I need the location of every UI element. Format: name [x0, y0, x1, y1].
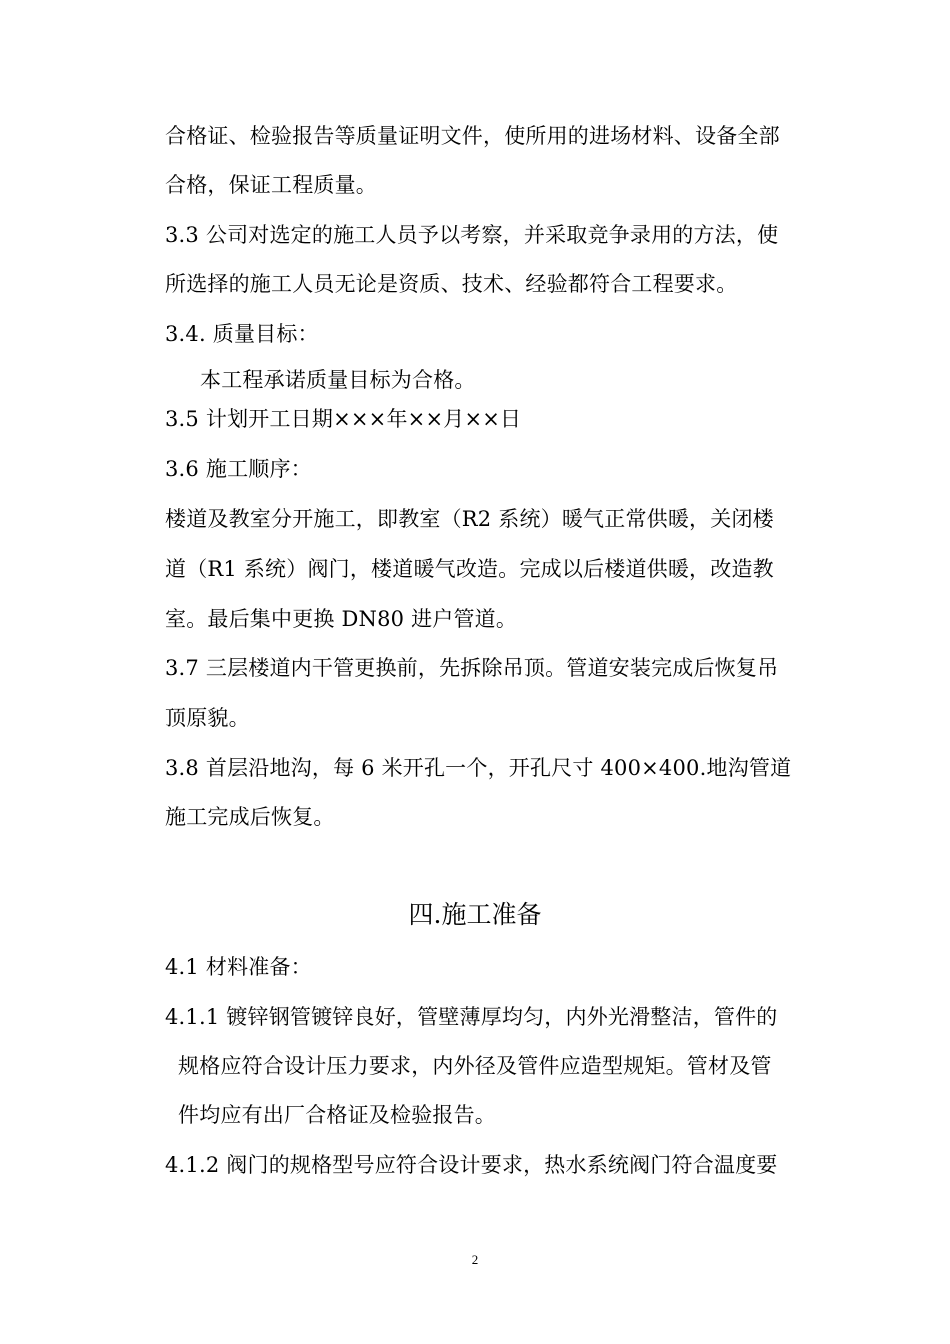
text-line: 所选择的施工人员无论是资质、技术、经验都符合工程要求。 [165, 272, 738, 296]
text-line: 4.1 材料准备： [165, 955, 312, 979]
text-line: 3.5 计划开工日期×××年××月××日 [165, 407, 522, 431]
text-line: 施工完成后恢复。 [165, 805, 335, 829]
text-line: 本工程承诺质量目标为合格。 [200, 368, 476, 392]
text-line: 室。最后集中更换 DN80 进户管道。 [165, 607, 518, 631]
section-heading: 四.施工准备 [408, 900, 542, 929]
text-line: 3.6 施工顺序： [165, 457, 312, 481]
text-line: 合格，保证工程质量。 [165, 173, 377, 197]
text-line: 件均应有出厂合格证及检验报告。 [178, 1103, 496, 1127]
text-line: 3.8 首层沿地沟，每 6 米开孔一个，开孔尺寸 400×400.地沟管道 [165, 756, 792, 780]
text-line: 合格证、检验报告等质量证明文件，使所用的进场材料、设备全部 [165, 124, 780, 148]
text-line: 3.7 三层楼道内干管更换前，先拆除吊顶。管道安装完成后恢复吊 [165, 656, 779, 680]
page-number: 2 [471, 1252, 479, 1267]
text-line: 顶原貌。 [165, 706, 250, 730]
text-line: 4.1.2 阀门的规格型号应符合设计要求，热水系统阀门符合温度要 [165, 1153, 778, 1177]
text-line: 道（R1 系统）阀门，楼道暖气改造。完成以后楼道供暖，改造教 [165, 557, 774, 581]
text-line: 3.3 公司对选定的施工人员予以考察，并采取竞争录用的方法，使 [165, 223, 779, 247]
text-line: 楼道及教室分开施工，即教室（R2 系统）暖气正常供暖，关闭楼 [165, 507, 774, 531]
text-line: 4.1.1 镀锌钢管镀锌良好，管壁薄厚均匀，内外光滑整洁，管件的 [165, 1005, 778, 1029]
text-line: 规格应符合设计压力要求，内外径及管件应造型规矩。管材及管 [178, 1054, 772, 1078]
text-line: 3.4. 质量目标： [165, 322, 319, 346]
